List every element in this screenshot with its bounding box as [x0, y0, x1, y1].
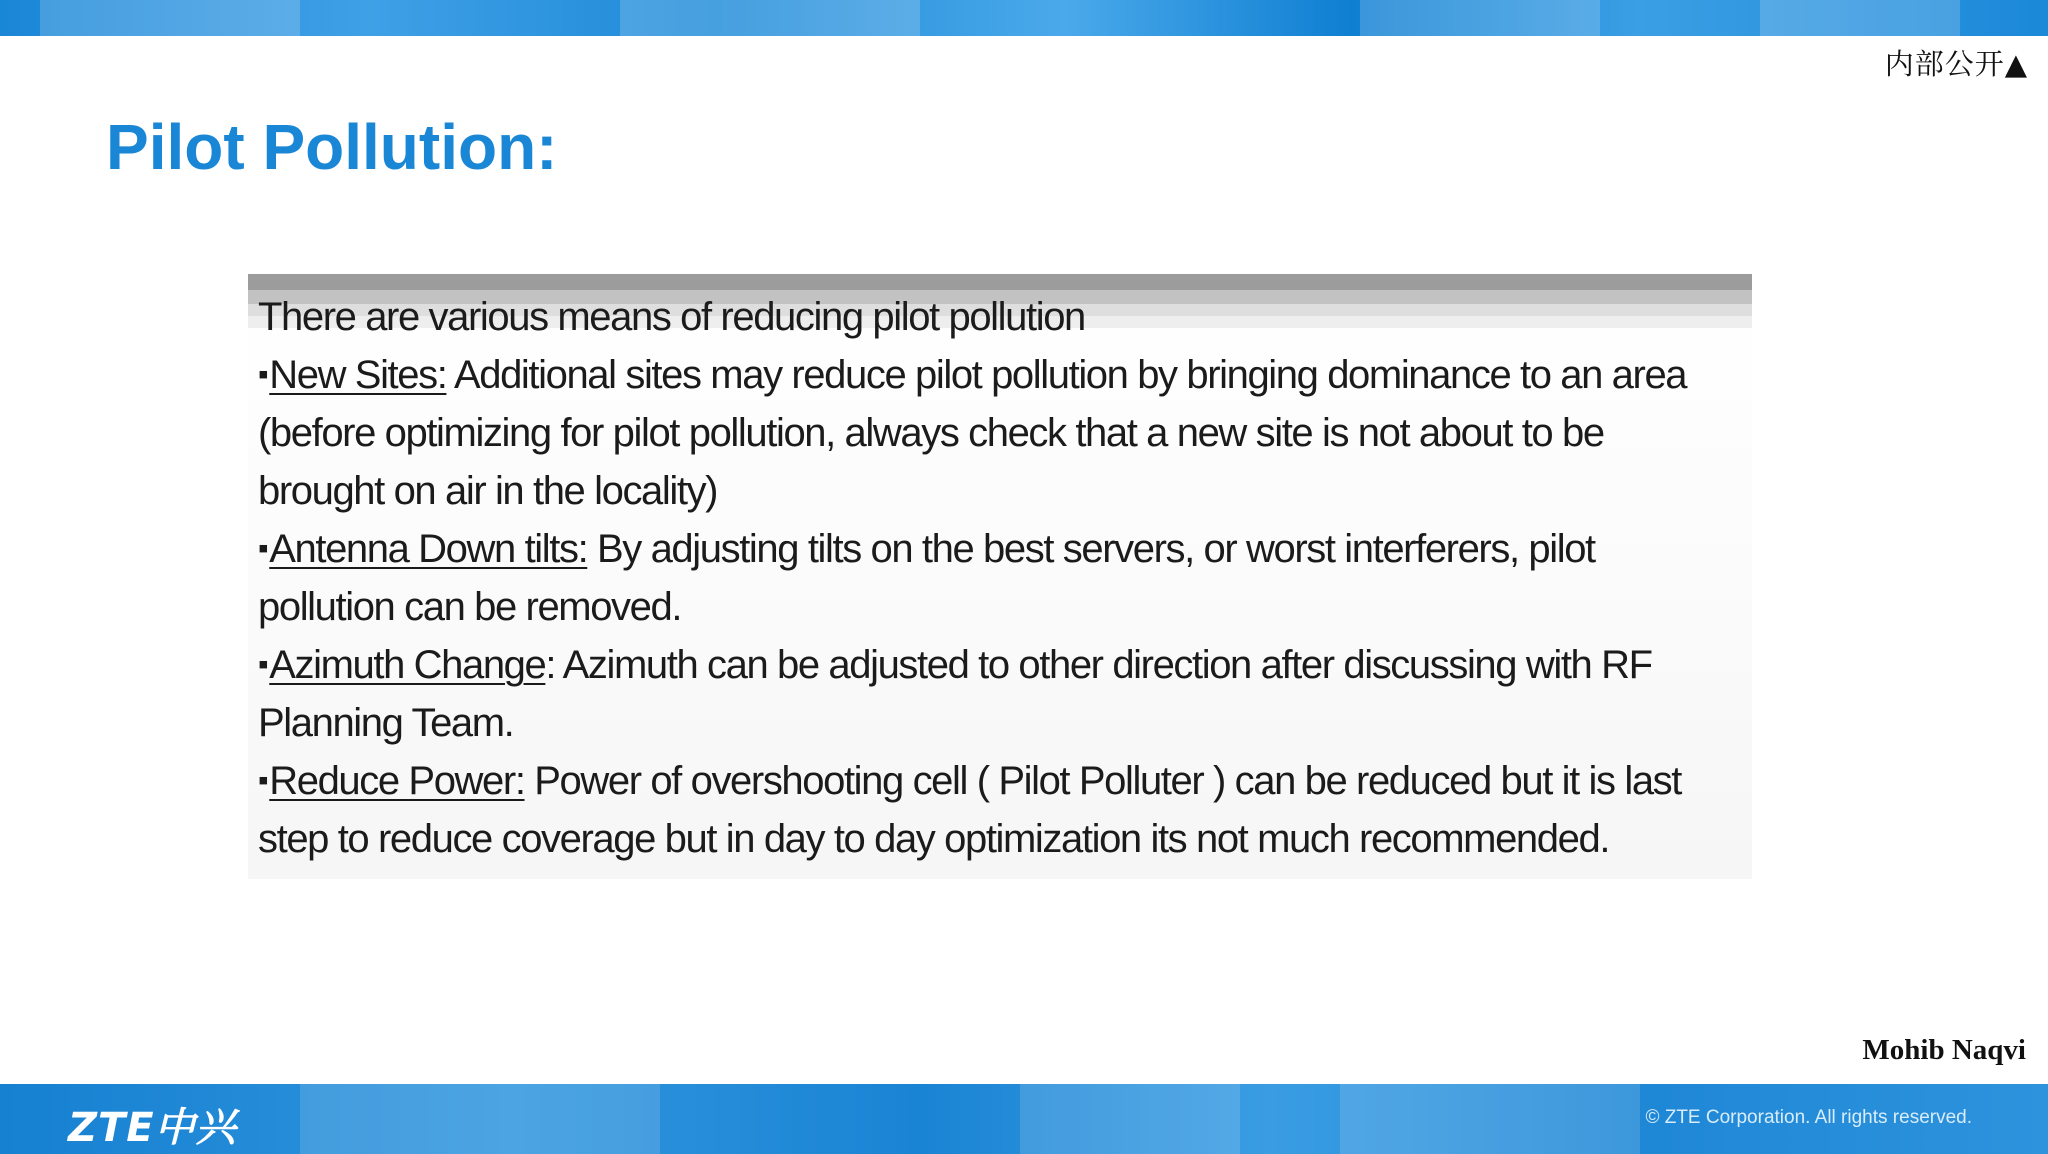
- bullet-icon: ▪: [258, 648, 268, 681]
- item-text: : Azimuth can be adjusted to other direction after discussing with RF Planning Team.: [258, 643, 1652, 745]
- item-text: By adjusting tilts on the best servers, or worst interferers, pilot pollution can be removed.: [258, 527, 1595, 629]
- copyright-notice: © ZTE Corporation. All rights reserved.: [1645, 1107, 1972, 1128]
- item-term: Azimuth Change: [269, 643, 546, 687]
- intro-line: There are various means of reducing pilot pollution: [258, 288, 1738, 346]
- bullet-icon: ▪: [258, 358, 268, 391]
- classification-label: 内部公开▲: [1884, 47, 2028, 81]
- page-title: Pilot Pollution:: [106, 111, 558, 183]
- list-item: [258, 636, 1738, 752]
- author-name: Mohib Naqvi: [1862, 1034, 2026, 1066]
- bullet-icon: ▪: [258, 532, 268, 565]
- item-term: New Sites:: [269, 353, 447, 397]
- header-band: [0, 0, 2048, 36]
- zte-logo: ZTE中兴: [68, 1105, 237, 1151]
- content-image-panel: [248, 274, 1752, 879]
- list-item: [258, 346, 1738, 520]
- item-text: Additional sites may reduce pilot pollution by bringing dominance to an area (before optimizing for pilot pollution, always check that a new site is not about to be brought on air in the locality): [258, 353, 1687, 513]
- footer-band: [0, 1084, 2048, 1154]
- item-term: Antenna Down tilts:: [269, 527, 588, 571]
- list-item: [258, 752, 1738, 868]
- content-text: [258, 288, 1738, 868]
- item-text: Power of overshooting cell ( Pilot Polluter ) can be reduced but it is last step to reduce coverage but in day to day optimization its not much recommended.: [258, 759, 1681, 861]
- list-item: [258, 520, 1738, 636]
- item-term: Reduce Power:: [269, 759, 525, 803]
- bullet-icon: ▪: [258, 764, 268, 797]
